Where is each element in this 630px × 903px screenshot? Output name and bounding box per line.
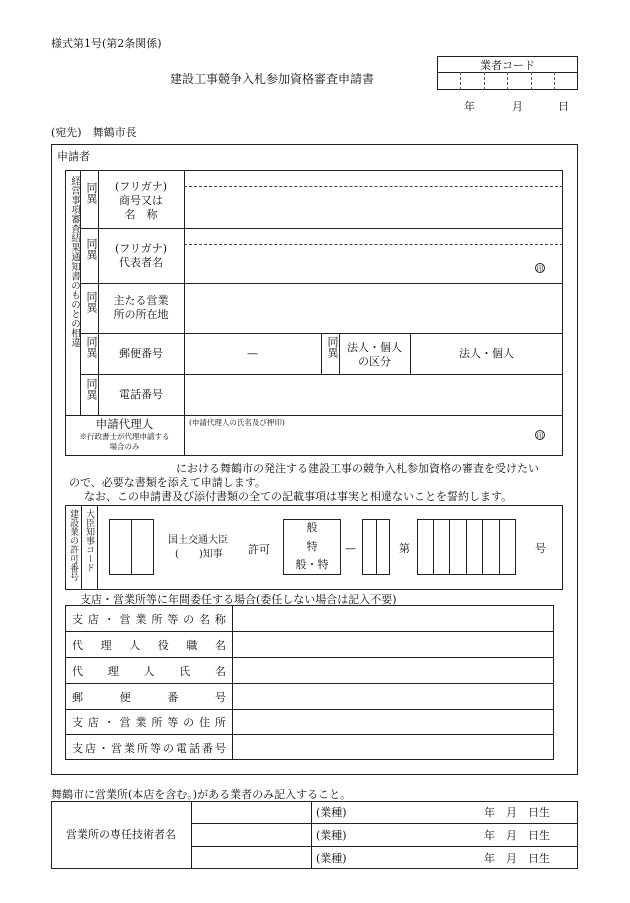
applicant-side-label: 経営事項審査結果通知書のものとの相違 <box>69 176 80 347</box>
engineer-name-input-3[interactable] <box>192 847 310 868</box>
engineer-trade-2[interactable]: (業種) <box>316 829 347 842</box>
branch-phone-input[interactable] <box>233 735 553 759</box>
agent-note: ※行政書士が代理申請する 場合のみ <box>79 432 170 451</box>
branch-row-label-6: 支 店 ・ 営 業 所 等 の 電 話 番 号 <box>72 742 226 755</box>
office-address-label: 主たる営業 所の所在地 <box>113 294 169 321</box>
statement-line-1: における舞鶴市の発注する建設工事の競争入札参加資格の審査を受けたい <box>176 462 539 475</box>
agent-input[interactable] <box>185 428 525 455</box>
license-dash: — <box>345 542 356 555</box>
representative-label: (フリガナ) 代表者名 <box>114 242 168 269</box>
form-number: 様式第1号(第2条関係) <box>51 37 162 50</box>
statement-line-2: ので、必要な書類を添えて申請します。 <box>69 476 266 489</box>
same-diff-rep[interactable]: 同異 <box>85 238 98 260</box>
engineer-name-input-2[interactable] <box>192 824 310 845</box>
form-title: 建設工事競争入札参加資格審査申請書 <box>170 72 375 86</box>
representative-input[interactable] <box>185 245 525 282</box>
same-diff-entity[interactable]: 同異 <box>326 336 339 358</box>
company-name-input[interactable] <box>185 187 562 227</box>
postal-dash: — <box>247 347 258 360</box>
license-type-both[interactable]: 般・特 <box>295 558 329 571</box>
branch-row-label-5: 支 店 ・ 営 業 所 等 の 住 所 <box>72 716 226 729</box>
branch-address-input[interactable] <box>233 710 553 733</box>
agent-title-input[interactable] <box>233 632 553 656</box>
vendor-code-input[interactable] <box>437 73 578 90</box>
branch-row-label-1: 支 店 ・ 営 業 所 等 の 名 称 <box>72 613 226 626</box>
applicant-section-label: 申請者 <box>57 150 90 163</box>
same-diff-postal[interactable]: 同異 <box>85 336 98 358</box>
license-type-general[interactable]: 般 <box>306 521 318 534</box>
minister-label: 国土交通大臣 <box>168 535 228 546</box>
entity-type-value[interactable]: 法人・個人 <box>459 347 514 360</box>
agent-hint: (申請代理人の氏名及び押印) <box>189 418 285 427</box>
engineer-dob-3[interactable]: 年 月 日生 <box>484 852 550 865</box>
office-address-input[interactable] <box>185 284 562 332</box>
branch-heading: 支店・営業所等に年間委任する場合(委任しない場合は記入不要) <box>80 593 397 606</box>
branch-postal-input[interactable] <box>233 684 553 708</box>
governor-label: ( )知事 <box>175 549 223 560</box>
engineer-name-input-1[interactable] <box>192 802 310 822</box>
agent-seal-icon: 印 <box>536 432 544 440</box>
engineer-dob-2[interactable]: 年 月 日生 <box>484 829 550 842</box>
company-name-kana-input[interactable] <box>185 171 562 185</box>
engineer-trade-3[interactable]: (業種) <box>316 852 347 865</box>
addressee: (宛先) 舞鶴市長 <box>51 126 137 139</box>
date-day: 日 <box>558 100 569 113</box>
same-diff-phone[interactable]: 同異 <box>85 378 98 400</box>
license-dai: 第 <box>399 542 410 555</box>
representative-seal-icon: 印 <box>536 265 544 273</box>
entity-type-label: 法人・個人 の区分 <box>347 341 402 368</box>
branch-row-label-4: 郵 便 番 号 <box>72 691 226 704</box>
agent-name-input[interactable] <box>233 658 553 682</box>
branch-row-label-2: 代 理 人 役 職 名 <box>72 639 226 652</box>
agent-label: 申請代理人 <box>95 417 154 431</box>
branch-name-input[interactable] <box>233 606 553 630</box>
vendor-code-label: 業者コード <box>480 59 535 72</box>
statement-line-3: なお、この申請書及び添付書類の全ての記載事項は事実と相違ないことを誓約します。 <box>84 490 513 503</box>
engineer-dob-1[interactable]: 年 月 日生 <box>484 806 550 819</box>
engineer-trade-1[interactable]: (業種) <box>316 806 347 819</box>
phone-input[interactable] <box>185 375 562 414</box>
license-type-special[interactable]: 特 <box>306 540 318 553</box>
branch-row-label-3: 代 理 人 氏 名 <box>72 665 226 678</box>
same-diff-address[interactable]: 同異 <box>85 291 98 313</box>
engineer-note: 舞鶴市に営業所(本店を含む。)がある業者のみ記入すること。 <box>51 788 352 801</box>
postal-label: 郵便番号 <box>119 347 163 360</box>
license-code-label: 大臣知事コード <box>84 509 94 572</box>
license-go: 号 <box>535 542 546 555</box>
date-month: 月 <box>512 100 523 113</box>
phone-label: 電話番号 <box>119 388 163 401</box>
date-year: 年 <box>464 100 475 113</box>
engineer-label: 営業所の専任技術者名 <box>66 828 176 841</box>
representative-kana-input[interactable] <box>185 229 562 243</box>
same-diff-name[interactable]: 同異 <box>85 182 98 204</box>
permit-label: 許可 <box>248 543 270 556</box>
license-side-label: 建設業の許可番号 <box>68 509 78 581</box>
company-name-label: (フリガナ) 商号又は 名 称 <box>114 180 168 221</box>
